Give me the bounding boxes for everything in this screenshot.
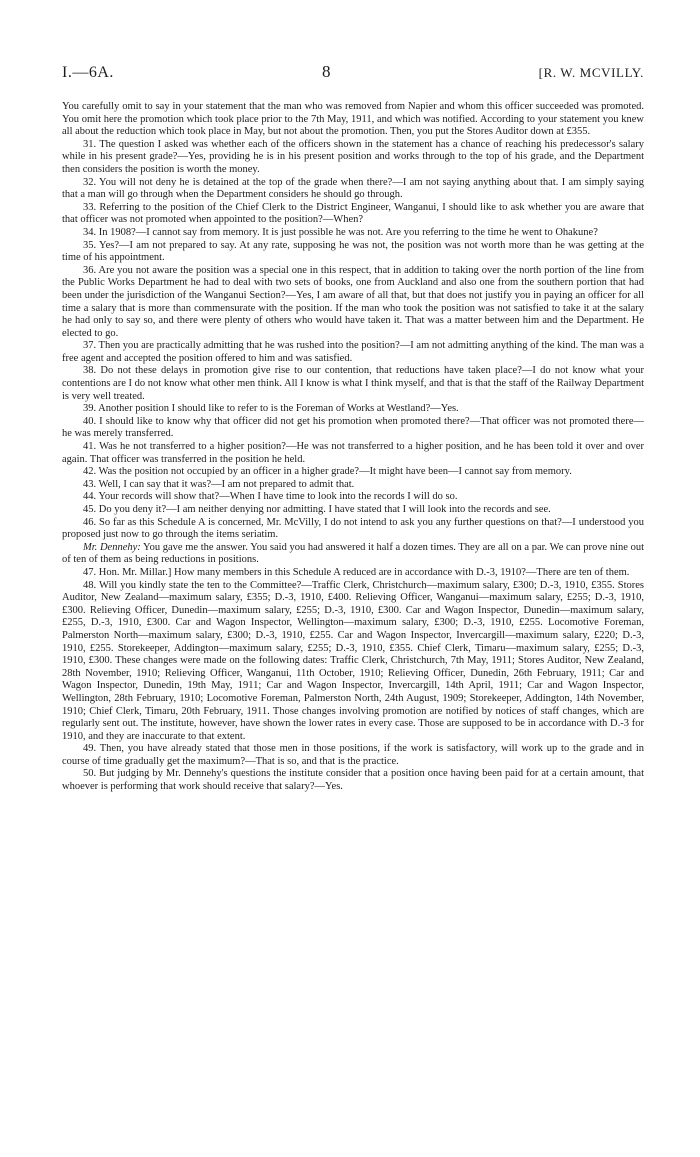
question-31: 31. The question I asked was whether each of the officers shown in the statement has a chance of reaching his predecessor's salary while in his present grade? <box>62 138 644 163</box>
answer-45: —I am neither denying nor admitting. I have stated that I will look into the records and see. <box>166 504 551 515</box>
paragraph-31 <box>62 139 644 177</box>
paragraph-41 <box>62 441 644 466</box>
document-body <box>62 101 644 794</box>
paper-reference: I.—6A. <box>62 64 114 81</box>
question-32: 32. You will not deny he is detained at the top of the grade when there? <box>83 176 393 188</box>
question-37: 37. Then you are practically admitting that he was rushed into the position? <box>83 340 400 352</box>
paragraph-46 <box>62 517 644 542</box>
document-page <box>62 62 644 794</box>
paragraph-dennehy <box>62 542 644 567</box>
paragraph-45 <box>62 504 644 517</box>
question-36: 36. Are you not aware the position was a special one in this respect, that in addition to taking over the north portion of the line from the Public Works Department he had to deal with two sets of books, one from Auckland and also one from the southern portion that had been under the jurisdiction of the Wanganui Section? <box>62 264 644 301</box>
paragraph-32 <box>62 177 644 202</box>
question-35: 35. Yes? <box>83 239 119 251</box>
answer-34: —I cannot say from memory. It is just possible he was not. Are you referring to the time he went to Ohakune? <box>135 226 598 238</box>
paragraph-44 <box>62 491 644 504</box>
answer-31: —Yes, providing he is in his present position and works through to the top of his grade, and the Department then considers the position is worth the money. <box>62 151 645 175</box>
speaker-name: Mr. Dennehy: <box>83 541 141 553</box>
paragraph-38 <box>62 365 644 403</box>
question-47: 47. Hon. Mr. Millar.] <box>83 566 172 578</box>
answer-41: —He was not transferred to a higher position, and he has been told it over and over again. That officer was transferred in the position he held. <box>62 441 645 465</box>
answer-43: —I am not prepared to admit that. <box>211 478 355 490</box>
witness-name: [R. W. MCVILLY. <box>538 65 644 80</box>
question-48: 48. Will you kindly state the ten to the Committee? <box>83 579 302 591</box>
paragraph-50 <box>62 768 644 793</box>
answer-44: —When I have time to look into the records I will do so. <box>219 491 458 503</box>
answer-39: —Yes. <box>430 403 459 415</box>
question-33: 33. Referring to the position of the Chief Clerk to the District Engineer, Wanganui, I should like to ask whether you are aware that that officer was not promoted when appointed to the position? <box>62 201 644 226</box>
paragraph-continuation: You carefully omit to say in your statement that the man who was removed from Napier and whom this officer succeeded was promoted. You omit here the promotion which took place prior to the 7th May, 1911, and which was notified. According to your statement you knew all about the reduction which took place in May, but not about the promotion. Then, you put the Stores Auditor down at £355. <box>62 101 644 138</box>
page-header <box>62 62 644 92</box>
paragraph-36 <box>62 265 644 341</box>
answer-50: —Yes. <box>314 781 343 793</box>
question-49: 49. Then, you have already stated that those men in those positions, if the work is satisfactory, will work up to the grade and in course of time gradually get the maximum? <box>62 743 644 767</box>
question-41: 41. Was he not transferred to a higher position? <box>83 441 286 453</box>
answer-40: —That officer was not promoted there—he was merely transferred. <box>62 415 644 440</box>
answer-37: —I am not admitting anything of the kind. The man was a free agent and accepted the position offered to him and was satisfied. <box>62 340 644 364</box>
paragraph-49 <box>62 743 644 768</box>
question-45: 45. Do you deny it? <box>83 504 167 515</box>
question-50: 50. But judging by Mr. Dennehy's questions the institute consider that a position once having been paid for at a certain amount, that whoever is performing that work should receive that salary? <box>62 768 644 793</box>
answer-42: —It might have been—I cannot say from memory. <box>359 466 572 478</box>
paragraph-34 <box>62 227 644 240</box>
question-46: 46. So far as this Schedule A is concerned, Mr. McVilly, I do not intend to ask you any further questions on that? <box>83 516 562 528</box>
answer-36: —Yes, I am aware of all that, but that does not justify you in paying an officer for all time a salary that is more than commensurate with the position. If the man who took the position was not satisfied to take it at the salary he had only to say so, and there were plenty of others who would have taken it. That was a matter between him and the Department. He elected to go. <box>62 289 645 339</box>
paragraph-42 <box>62 466 644 479</box>
question-34: 34. In 1908? <box>83 226 136 238</box>
paragraph-40 <box>62 416 644 441</box>
question-40: 40. I should like to know why that officer did not get his promotion when promoted there? <box>83 415 470 427</box>
paragraph-35 <box>62 240 644 265</box>
paragraph-47 <box>62 567 644 580</box>
answer-47: How many members in this Schedule A reduced are in accordance with D.-3, 1910?—There are ten of them. <box>171 566 630 578</box>
answer-32: —I am not saying anything about that. I am simply saying that a man will go through when the Department considers he should go through. <box>62 176 644 201</box>
answer-38: —I do not know what your contentions are I do not know what other men think. All I know is what I think myself, and that is that the staff of the Railway Department is very well treated. <box>62 365 645 402</box>
answer-46: —I understood you proposed just now to go through the items seriatim. <box>62 516 644 541</box>
answer-33: —When? <box>322 214 364 226</box>
paragraph-39 <box>62 403 644 416</box>
question-39: 39. Another position I should like to refer to is the Foreman of Works at Westland? <box>83 403 431 415</box>
paragraph-37 <box>62 340 644 365</box>
paragraph-48 <box>62 580 644 744</box>
question-44: 44. Your records will show that? <box>83 491 220 503</box>
question-38: 38. Do not these delays in promotion give rise to our contention, that reductions have taken place? <box>83 365 522 377</box>
question-42: 42. Was the position not occupied by an officer in a higher grade? <box>83 466 360 478</box>
paragraph-33 <box>62 202 644 227</box>
page-number: 8 <box>322 62 331 81</box>
paragraph-43 <box>62 479 644 492</box>
speaker-remark: You gave me the answer. You said you had answered it half a dozen times. They are all on a par. We can prove nine out of ten of them as being reductions in positions. <box>62 541 644 566</box>
answer-49: —That is so, and that is the practice. <box>245 755 399 767</box>
question-43: 43. Well, I can say that it was? <box>83 478 212 490</box>
answer-35: —I am not prepared to say. At any rate, supposing he was not, the position was not worth more than he was getting at the time of his appointment. <box>62 239 644 264</box>
answer-48: —Traffic Clerk, Christchurch—maximum salary, £300; D.-3, 1910, £355. Stores Auditor, New Zealand—maximum salary, £355; D.-3, 1910, £400. Relieving Officer, Wanganui—maximum salary, £255; D.-3, 1910, £300. Relieving Officer, Dunedin—maximum salary, £255; D.-3, 1910, £300. Car and Wagon Inspector, Dunedin—maximum salary, £255, D.-3, 1910, £300. Car and Wagon Inspector, Wellington—maximum salary, £300; D.-3, 1910, £255. Locomotive Foreman, Palmerston North—maximum salary, £300; D.-3, 1910, £255. Car and Wagon Inspector, Invercargill—maximum salary, £220; D.-3, 1910, £255. Storekeeper, Addington—maximum salary, £255; D.-3, 1910, £355. Chief Clerk, Timaru—maximum salary, £255; D.-3, 1910, £300. These changes were made on the following dates: Traffic Clerk, Christchurch, 7th May, 1911; Stores Auditor, New Zealand, 28th November, 1910; Relieving Officer, Wanganui, 11th October, 1910; Relieving Officer, Dunedin, 26th February, 1911; Car and Wagon Inspector, Dunedin, 19th May, 1911; Car and Wagon Inspector, Invercargill, 14th April, 1911; Car and Wagon Inspector, Wellington, 28th February, 1910; Locomotive Foreman, Palmerston North, 24th August, 1909; Storekeeper, Addington, 14th November, 1910; Chief Clerk, Timaru, 20th February, 1911. Those changes involving promotion are notified by notices of staff changes, which are regularly sent out. The institute, however, have shown the lower rates in every case. Those are supposed to be in accordance with D.-3 for 1910, and they are inaccurate to that extent. <box>62 579 644 742</box>
